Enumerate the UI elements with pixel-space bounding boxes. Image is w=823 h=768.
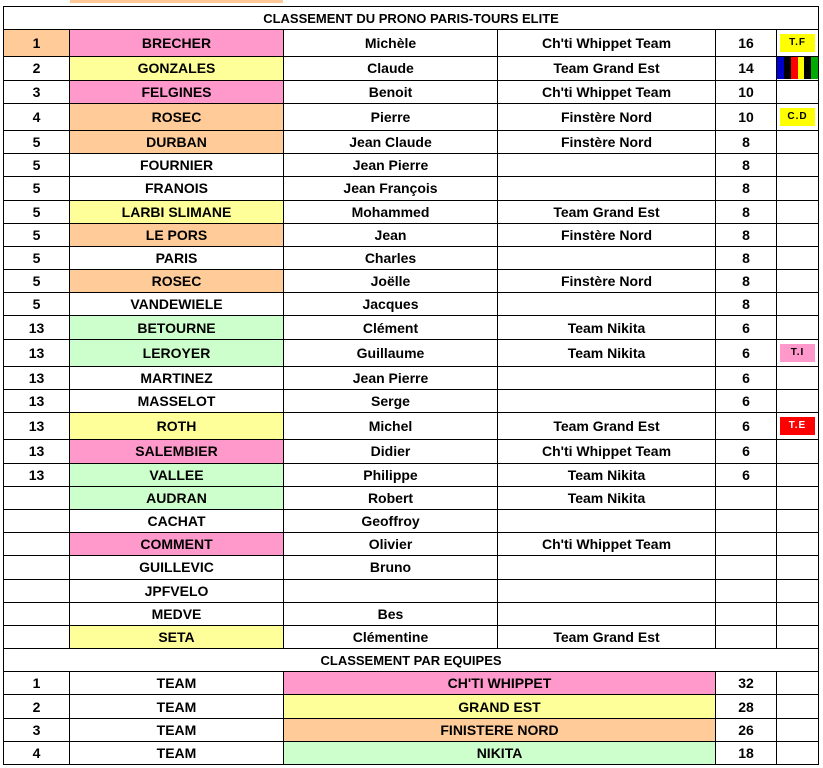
team-points-cell: 28 xyxy=(716,695,777,718)
badge-cell xyxy=(777,509,819,532)
points-cell xyxy=(716,579,777,602)
first-name-cell: Serge xyxy=(284,390,498,413)
first-name-cell: Clémentine xyxy=(284,625,498,648)
first-name-cell: Guillaume xyxy=(284,339,498,366)
team-points-cell: 32 xyxy=(716,672,777,695)
team-row[interactable] xyxy=(4,718,819,741)
team-rank-cell: 1 xyxy=(4,672,70,695)
points-cell: 14 xyxy=(716,57,777,80)
name-cell: MARTINEZ xyxy=(70,366,284,389)
first-name-cell xyxy=(284,579,498,602)
first-name-cell: Benoit xyxy=(284,80,498,103)
team-cell: Team Grand Est xyxy=(498,625,716,648)
table-row[interactable] xyxy=(4,80,819,103)
table-row[interactable] xyxy=(4,57,819,80)
rank-cell: 2 xyxy=(4,57,70,80)
rank-cell: 1 xyxy=(4,30,70,57)
badge-cell xyxy=(777,741,819,764)
table-row[interactable] xyxy=(4,463,819,486)
rank-cell: 5 xyxy=(4,293,70,316)
ranking-table xyxy=(3,6,819,765)
name-cell: GUILLEVIC xyxy=(70,556,284,579)
name-cell: LEROYER xyxy=(70,339,284,366)
table-row[interactable] xyxy=(4,339,819,366)
rank-cell: 13 xyxy=(4,413,70,440)
rank-cell xyxy=(4,602,70,625)
badge-cell xyxy=(777,602,819,625)
jersey-badge-te: T.E xyxy=(780,417,815,435)
first-name-cell: Charles xyxy=(284,246,498,269)
badge-cell xyxy=(777,556,819,579)
team-rank-cell: 4 xyxy=(4,741,70,764)
badge-cell xyxy=(777,463,819,486)
points-cell: 16 xyxy=(716,30,777,57)
points-cell: 8 xyxy=(716,177,777,200)
rank-cell: 5 xyxy=(4,200,70,223)
jersey-badge-tf: T.F xyxy=(780,34,815,52)
team-cell: Team Nikita xyxy=(498,486,716,509)
table-row[interactable] xyxy=(4,390,819,413)
badge-cell xyxy=(777,293,819,316)
name-cell: MASSELOT xyxy=(70,390,284,413)
team-cell: Team Nikita xyxy=(498,339,716,366)
team-cell xyxy=(498,366,716,389)
points-cell xyxy=(716,486,777,509)
name-cell: PARIS xyxy=(70,246,284,269)
rank-cell: 13 xyxy=(4,339,70,366)
points-cell: 6 xyxy=(716,316,777,339)
table-row[interactable] xyxy=(4,602,819,625)
rank-cell: 5 xyxy=(4,223,70,246)
first-name-cell: Clément xyxy=(284,316,498,339)
team-points-cell: 26 xyxy=(716,718,777,741)
team-cell: Ch'ti Whippet Team xyxy=(498,80,716,103)
table-row[interactable] xyxy=(4,625,819,648)
team-cell xyxy=(498,246,716,269)
rank-cell: 13 xyxy=(4,390,70,413)
name-cell: ROTH xyxy=(70,413,284,440)
team-name-cell: FINISTERE NORD xyxy=(284,718,716,741)
name-cell: VALLEE xyxy=(70,463,284,486)
badge-cell xyxy=(777,80,819,103)
badge-cell xyxy=(777,339,819,366)
name-cell: JPFVELO xyxy=(70,579,284,602)
rank-cell xyxy=(4,556,70,579)
badge-cell xyxy=(777,30,819,57)
first-name-cell: Jean Pierre xyxy=(284,366,498,389)
table-row[interactable] xyxy=(4,30,819,57)
rank-cell xyxy=(4,533,70,556)
table-row[interactable] xyxy=(4,270,819,293)
first-name-cell: Didier xyxy=(284,440,498,463)
team-cell xyxy=(498,293,716,316)
rank-cell xyxy=(4,579,70,602)
team-cell: Team Grand Est xyxy=(498,200,716,223)
team-name-cell: GRAND EST xyxy=(284,695,716,718)
points-cell: 8 xyxy=(716,200,777,223)
badge-cell xyxy=(777,718,819,741)
badge-cell xyxy=(777,246,819,269)
first-name-cell: Claude xyxy=(284,57,498,80)
badge-cell xyxy=(777,579,819,602)
name-cell: SALEMBIER xyxy=(70,440,284,463)
first-name-cell: Michèle xyxy=(284,30,498,57)
points-cell: 8 xyxy=(716,293,777,316)
first-name-cell: Bes xyxy=(284,602,498,625)
name-cell: ROSEC xyxy=(70,270,284,293)
name-cell: GONZALES xyxy=(70,57,284,80)
team-label-cell: TEAM xyxy=(70,718,284,741)
team-cell: Finstère Nord xyxy=(498,270,716,293)
team-cell xyxy=(498,579,716,602)
name-cell: SETA xyxy=(70,625,284,648)
name-cell: DURBAN xyxy=(70,130,284,153)
team-cell: Team Nikita xyxy=(498,316,716,339)
rank-cell xyxy=(4,625,70,648)
team-name-cell: CH'TI WHIPPET xyxy=(284,672,716,695)
table-row[interactable] xyxy=(4,130,819,153)
team-cell: Ch'ti Whippet Team xyxy=(498,30,716,57)
badge-cell xyxy=(777,270,819,293)
rank-cell: 5 xyxy=(4,246,70,269)
badge-cell xyxy=(777,130,819,153)
team-row[interactable] xyxy=(4,741,819,764)
team-label-cell: TEAM xyxy=(70,672,284,695)
team-cell: Team Grand Est xyxy=(498,413,716,440)
table-row[interactable] xyxy=(4,200,819,223)
team-cell xyxy=(498,177,716,200)
team-points-cell: 18 xyxy=(716,741,777,764)
team-cell xyxy=(498,509,716,532)
team-cell: Finstère Nord xyxy=(498,130,716,153)
badge-cell xyxy=(777,103,819,130)
table-row[interactable] xyxy=(4,556,819,579)
rank-cell: 13 xyxy=(4,440,70,463)
table-row[interactable] xyxy=(4,366,819,389)
points-cell: 6 xyxy=(716,463,777,486)
points-cell xyxy=(716,533,777,556)
badge-cell xyxy=(777,625,819,648)
team-cell xyxy=(498,390,716,413)
name-cell: COMMENT xyxy=(70,533,284,556)
points-cell: 6 xyxy=(716,413,777,440)
title-row xyxy=(4,7,819,30)
badge-cell xyxy=(777,672,819,695)
rank-cell: 13 xyxy=(4,316,70,339)
table-row[interactable] xyxy=(4,413,819,440)
team-cell: Finstère Nord xyxy=(498,223,716,246)
badge-cell xyxy=(777,57,819,80)
team-cell: Ch'ti Whippet Team xyxy=(498,533,716,556)
badge-cell xyxy=(777,695,819,718)
name-cell: AUDRAN xyxy=(70,486,284,509)
badge-cell xyxy=(777,413,819,440)
name-cell: FRANOIS xyxy=(70,177,284,200)
first-name-cell: Jean François xyxy=(284,177,498,200)
first-name-cell: Jacques xyxy=(284,293,498,316)
badge-cell xyxy=(777,177,819,200)
points-cell: 8 xyxy=(716,223,777,246)
first-name-cell: Robert xyxy=(284,486,498,509)
first-name-cell: Joëlle xyxy=(284,270,498,293)
table-title: CLASSEMENT DU PRONO PARIS-TOURS ELITE xyxy=(4,7,819,30)
badge-cell xyxy=(777,533,819,556)
name-cell: CACHAT xyxy=(70,509,284,532)
team-name-cell: NIKITA xyxy=(284,741,716,764)
points-cell: 8 xyxy=(716,270,777,293)
name-cell: LARBI SLIMANE xyxy=(70,200,284,223)
table-row[interactable] xyxy=(4,293,819,316)
first-name-cell: Bruno xyxy=(284,556,498,579)
table-row[interactable] xyxy=(4,579,819,602)
points-cell: 6 xyxy=(716,339,777,366)
rank-cell: 5 xyxy=(4,270,70,293)
team-label-cell: TEAM xyxy=(70,741,284,764)
team-title-row xyxy=(4,649,819,672)
team-rank-cell: 3 xyxy=(4,718,70,741)
rank-cell: 5 xyxy=(4,154,70,177)
first-name-cell: Jean Pierre xyxy=(284,154,498,177)
table-row[interactable] xyxy=(4,246,819,269)
first-name-cell: Jean xyxy=(284,223,498,246)
badge-cell xyxy=(777,316,819,339)
points-cell: 6 xyxy=(716,366,777,389)
table-row[interactable] xyxy=(4,154,819,177)
first-name-cell: Olivier xyxy=(284,533,498,556)
name-cell: MEDVE xyxy=(70,602,284,625)
table-row[interactable] xyxy=(4,486,819,509)
badge-cell xyxy=(777,366,819,389)
jersey-stripes-icon xyxy=(777,57,818,79)
points-cell: 6 xyxy=(716,440,777,463)
points-cell xyxy=(716,556,777,579)
rank-cell xyxy=(4,509,70,532)
points-cell xyxy=(716,509,777,532)
name-cell: BRECHER xyxy=(70,30,284,57)
points-cell xyxy=(716,602,777,625)
table-row[interactable] xyxy=(4,316,819,339)
rank-cell: 5 xyxy=(4,130,70,153)
team-cell xyxy=(498,154,716,177)
first-name-cell: Michel xyxy=(284,413,498,440)
first-name-cell: Geoffroy xyxy=(284,509,498,532)
team-cell: Finstère Nord xyxy=(498,103,716,130)
table-row[interactable] xyxy=(4,223,819,246)
rank-cell: 13 xyxy=(4,463,70,486)
team-rank-cell: 2 xyxy=(4,695,70,718)
rank-cell: 3 xyxy=(4,80,70,103)
name-cell: FOURNIER xyxy=(70,154,284,177)
badge-cell xyxy=(777,154,819,177)
points-cell: 10 xyxy=(716,80,777,103)
team-row[interactable] xyxy=(4,695,819,718)
rank-cell xyxy=(4,486,70,509)
rank-cell: 5 xyxy=(4,177,70,200)
team-cell: Team Nikita xyxy=(498,463,716,486)
points-cell: 8 xyxy=(716,154,777,177)
jersey-badge-cd: C.D xyxy=(780,108,815,126)
team-row[interactable] xyxy=(4,672,819,695)
top-strip-color xyxy=(70,0,283,3)
team-cell: Team Grand Est xyxy=(498,57,716,80)
badge-cell xyxy=(777,440,819,463)
first-name-cell: Philippe xyxy=(284,463,498,486)
table-row[interactable] xyxy=(4,103,819,130)
points-cell: 8 xyxy=(716,130,777,153)
table-row[interactable] xyxy=(4,509,819,532)
team-table-title: CLASSEMENT PAR EQUIPES xyxy=(4,649,819,672)
jersey-badge-ti: T.I xyxy=(780,344,815,362)
table-row[interactable] xyxy=(4,440,819,463)
badge-cell xyxy=(777,200,819,223)
badge-cell xyxy=(777,390,819,413)
points-cell: 8 xyxy=(716,246,777,269)
name-cell: ROSEC xyxy=(70,103,284,130)
name-cell: VANDEWIELE xyxy=(70,293,284,316)
first-name-cell: Mohammed xyxy=(284,200,498,223)
first-name-cell: Pierre xyxy=(284,103,498,130)
team-cell: Ch'ti Whippet Team xyxy=(498,440,716,463)
first-name-cell: Jean Claude xyxy=(284,130,498,153)
badge-cell xyxy=(777,486,819,509)
badge-cell xyxy=(777,223,819,246)
table-row[interactable] xyxy=(4,177,819,200)
team-label-cell: TEAM xyxy=(70,695,284,718)
points-cell: 6 xyxy=(716,390,777,413)
points-cell xyxy=(716,625,777,648)
name-cell: FELGINES xyxy=(70,80,284,103)
team-cell xyxy=(498,602,716,625)
rank-cell: 4 xyxy=(4,103,70,130)
table-row[interactable] xyxy=(4,533,819,556)
name-cell: BETOURNE xyxy=(70,316,284,339)
points-cell: 10 xyxy=(716,103,777,130)
name-cell: LE PORS xyxy=(70,223,284,246)
rank-cell: 13 xyxy=(4,366,70,389)
team-cell xyxy=(498,556,716,579)
